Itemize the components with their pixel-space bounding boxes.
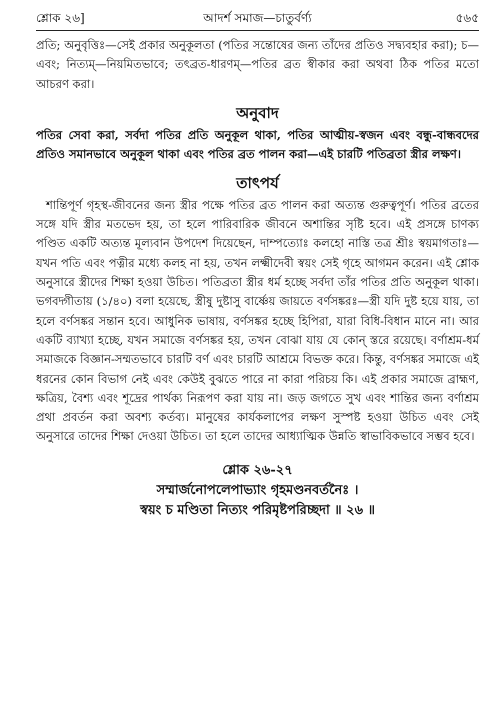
verse-line-1: সম্মার্জনোপলেপাভ্যাং গৃহমণ্ডনবর্তনৈঃ । [156,482,359,498]
verse-reference: শ্লোক ২৬] [36,11,85,25]
translation-block [36,126,479,164]
chapter-title: আদর্শ সমাজ—চাতুর্বর্ণ্য [203,11,312,25]
verse-number: শ্লোক ২৬-২৭ [222,462,293,478]
translation-text: পতির সেবা করা, সর্বদা পতির প্রতি অনুকূল থাকা, পতির আত্মীয়-স্বজন এবং বন্ধু-বান্ধবদের প্রতিও সমানভাবে অনুকূল থাকা এবং পতির ব্রত পালন করা—এই চারটি পতিব্রতা স্ত্রীর লক্ষণ। [36,127,479,161]
page-header [36,10,479,28]
header-rule [36,30,479,31]
purport-text: শান্তিপূর্ণ গৃহস্থ-জীবনের জন্য স্ত্রীর পক্ষে পতির ব্রত পালন করা অত্যন্ত গুরুত্বপূর্ণ। পতির ব্রতের সঙ্গে যদি স্ত্রীর মতভেদ হয়, তা হলে পারিবারিক জীবনে অশান্তির সৃষ্টি হবে। এই প্রসঙ্গে চাণক্য পণ্ডিত একটি অত্যন্ত মূল্যবান উপদেশ দিয়েছেন, দাম্পত্যোঃ কলহো নাস্তি তত্র শ্রীঃ স্বয়মাগতাঃ—যখন পতি এবং পত্নীর মধ্যে কলহ না হয়, তখন লক্ষ্মীদেবী স্বয়ং সেই গৃহে আগমন করেন। এই শ্লোক অনুসারে স্ত্রীদের শিক্ষা হওয়া উচিত। পতিব্রতা স্ত্রীর ধর্ম হচ্ছে সর্বদা তাঁর পতির প্রতি অনুকূল থাকা। ভগবদ্গীতায় (১/৪০) বলা হয়েছে, স্ত্রীষু দুষ্টাসু বার্ষ্ণেয় জায়তে বর্ণসঙ্করঃ—স্ত্রী যদি দুষ্ট হয়ে যায়, তা হলে বর্ণসঙ্কর সন্তান হবে। আধুনিক ভাষায়, বর্ণসঙ্কর হচ্ছে হিপিরা, যারা বিধি-বিধান মানে না। আর একটি ব্যাখ্যা হচ্ছে, যখন সমাজে বর্ণসঙ্কর হয়, তখন বোঝা যায় যে কোন্ স্তরে রয়েছে। বর্ণাশ্রম-ধর্ম সমাজকে বিজ্ঞান-সম্মতভাবে চারটি বর্ণ এবং চারটি আশ্রমে বিভক্ত করে। কিন্তু, বর্ণসঙ্কর সমাজে এই ধরনের কোন বিভাগ নেই এবং কেউই বুঝতে পারে না কারা পরিচয় কি। এই প্রকার সমাজে ব্রাহ্মণ, ক্ষত্রিয়, বৈশ্য এবং শূদ্রের পার্থক্য নিরূপণ করা যায় না। জড় জগতে সুখ এবং শান্তির জন্য বর্ণাশ্রম প্রথা প্রবর্তন করা অবশ্য কর্তব্য। মানুষের কার্যকলাপের লক্ষণ সুস্পষ্ট হওয়া উচিত এবং সেই অনুসারে তাদের শিক্ষা দেওয়া উচিত। তা হলে তাদের আধ্যাত্মিক উন্নতি স্বাভাবিকভাবে সম্ভব হবে। [36,197,479,444]
purport-heading: তাৎপর্য [236,173,279,192]
page-number: ৫৬৫ [455,11,479,25]
translation-heading: অনুবাদ [236,103,279,122]
next-verse [36,461,479,521]
verse-line-2: স্বয়ং চ মণ্ডিতা নিত্যং পরিমৃষ্টপরিচ্ছদা ॥ ২৬ ॥ [140,502,375,518]
page-content [36,36,479,521]
synonyms-text: প্রতি; অনুবৃত্তিঃ—সেই প্রকার অনুকূলতা (পতির সন্তোষের জন্য তাঁদের প্রতিও সদ্ব্যবহার করা); চ—এবং; নিত্যম্—নিয়মিতভাবে; তৎব্রত-ধারণম্—পতির ব্রত স্বীকার করা অথবা ঠিক পতির মতো আচরণ করা। [36,38,479,91]
